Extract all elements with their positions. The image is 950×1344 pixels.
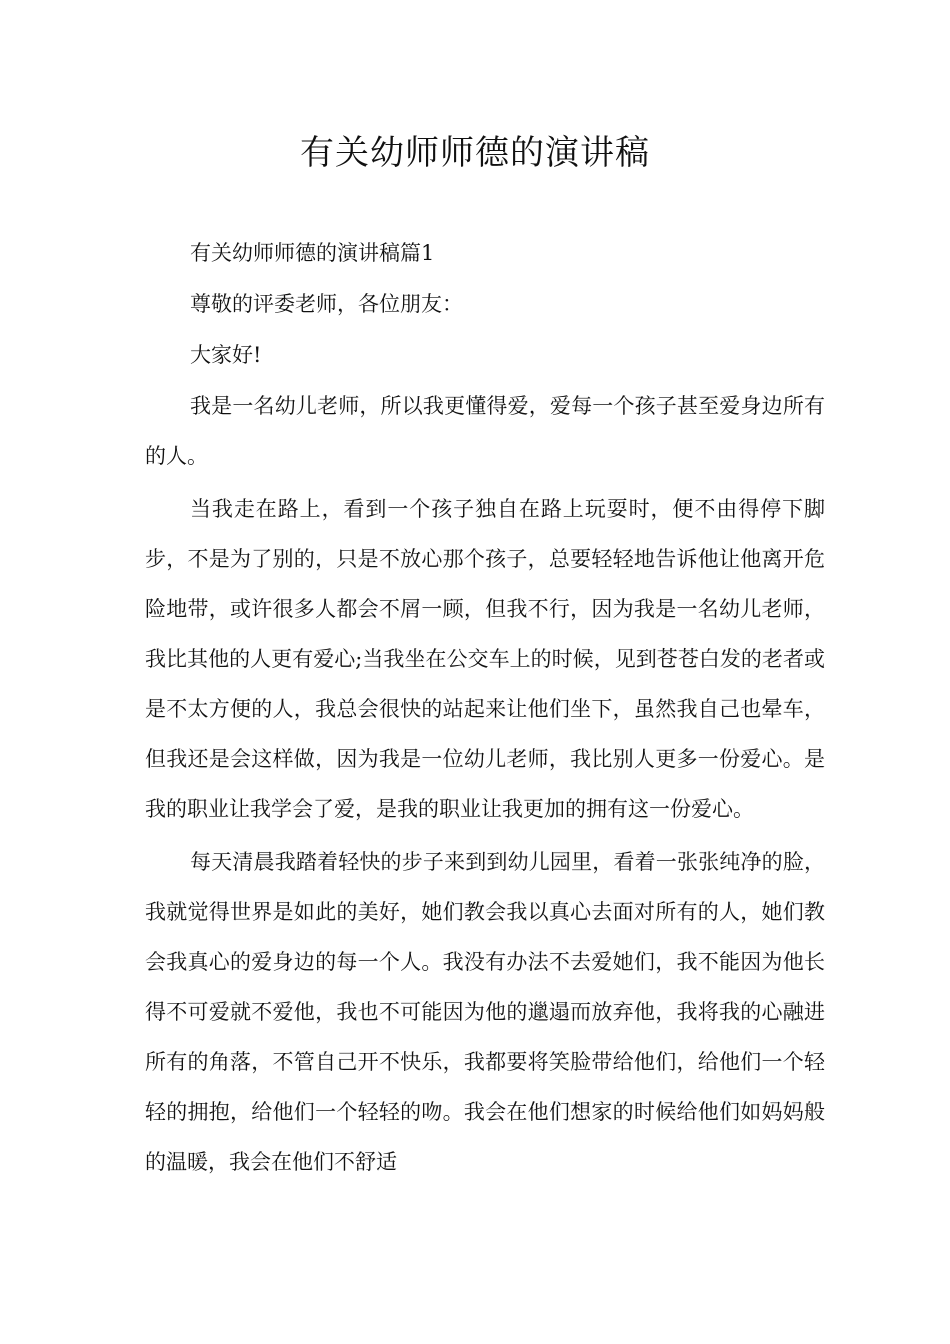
paragraph: 我是一名幼儿老师，所以我更懂得爱，爱每一个孩子甚至爱身边所有的人。: [145, 394, 825, 468]
greeting: 大家好!: [190, 343, 262, 367]
section-heading: 有关幼师师德的演讲稿篇1: [190, 241, 435, 265]
paragraph: 当我走在路上，看到一个孩子独自在路上玩耍时，便不由得停下脚步，不是为了别的，只是不放心那个孩子，总要轻轻地告诉他让他离开危险地带，或许很多人都会不屑一顾，但我不行，因为我是一名幼儿老师，我比其他的人更有爱心;当我坐在公交车上的时候，见到苍苍白发的老者或是不太方便的人，我总会很快的站起来让他们坐下，虽然我自己也晕车，但我还是会这样做，因为我是一位幼儿老师，我比别人更多一份爱心。是我的职业让我学会了爱，是我的职业让我更加的拥有这一份爱心。: [145, 497, 825, 821]
salutation: 尊敬的评委老师，各位朋友：: [190, 292, 463, 316]
document-title: 有关幼师师德的演讲稿: [300, 133, 650, 173]
document-body: [145, 228, 825, 1190]
paragraph: 每天清晨我踏着轻快的步子来到到幼儿园里，看着一张张纯净的脸，我就觉得世界是如此的美好，她们教会我以真心去面对所有的人，她们教会我真心的爱身边的每一个人。我没有办法不去爱她们，我不能因为他长得不可爱就不爱他，我也不可能因为他的邋遢而放弃他，我将我的心融进所有的角落，不管自己开不快乐，我都要将笑脸带给他们，给他们一个轻轻的拥抱，给他们一个轻轻的吻。我会在他们想家的时候给他们如妈妈般的温暖，我会在他们不舒适: [145, 850, 825, 1174]
